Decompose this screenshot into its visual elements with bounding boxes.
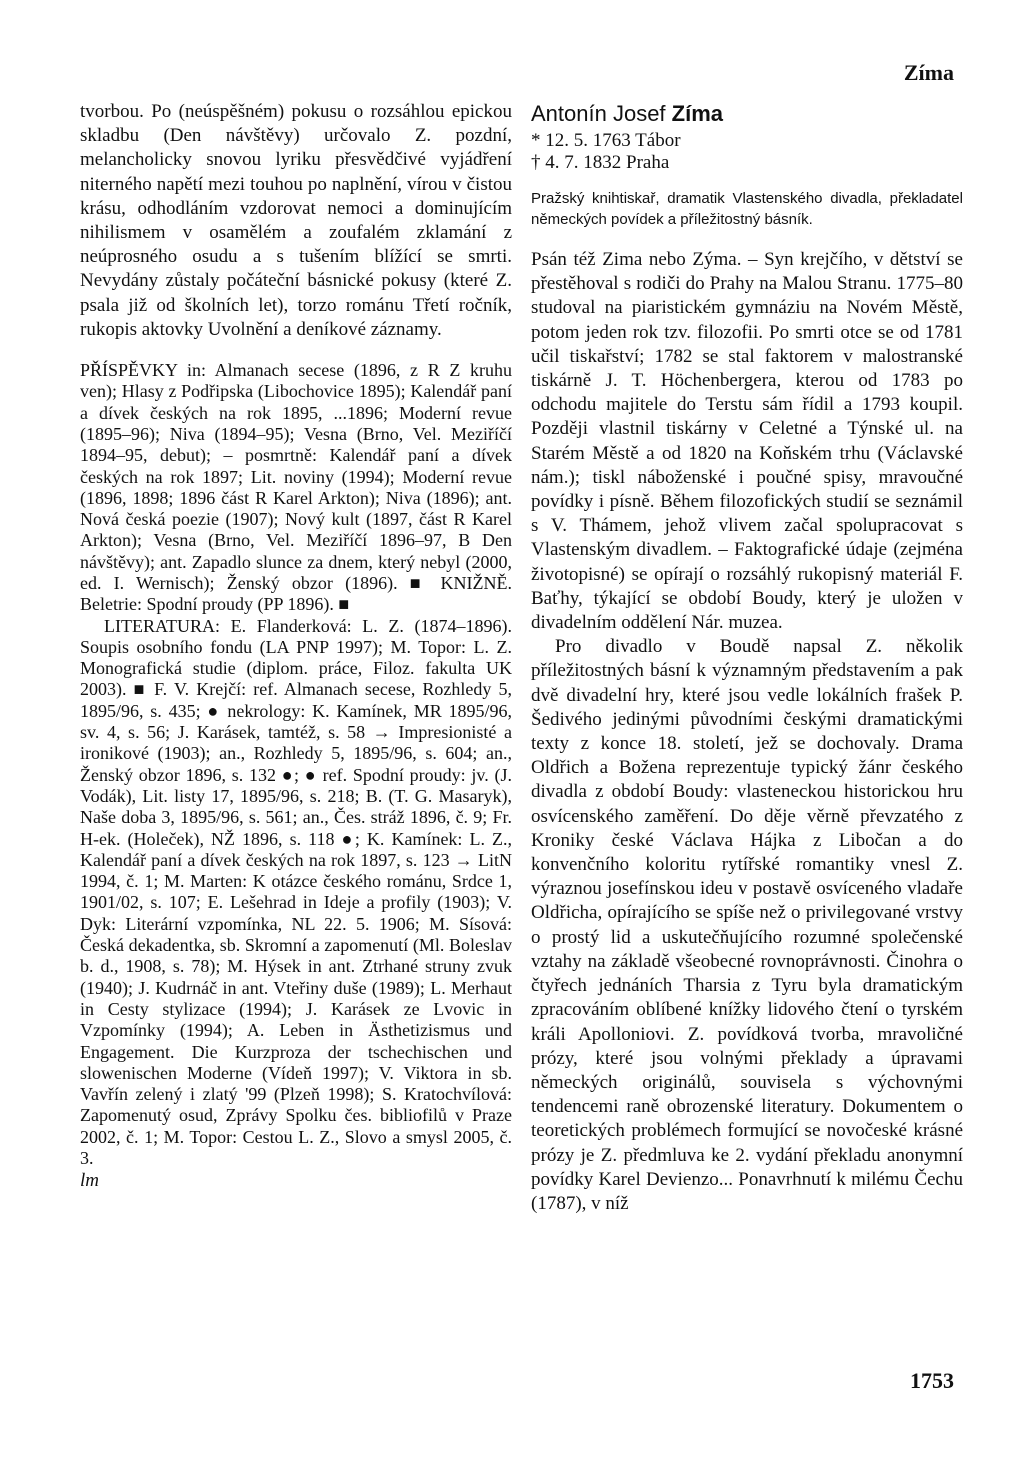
entry-description: Pražský knihtiskař, dramatik Vlastenského divadla, překladatel německých povídek a příležitostný básník. — [531, 190, 963, 228]
right-paragraph-2: Pro divadlo v Boudě napsal Z. několik příležitostných básní k významným představením a pak dvě divadelní hry, které jsou vedle lokálních frašek P. Šedivého jedinými původními českými dramatickými texty z konce 18. století, jež se dochovaly. Drama Oldřich a Božena reprezentuje typický žánr českého divadla z období Boudy: vlasteneckou historickou hru osvícenského zaměření. Do děje věrně převzatého z Kroniky české Václava Hájka z Libočan a do konvenčního koloritu rytířské romantiky vnesl Z. výraznou josefínskou ideu v postavě osvíceného vladaře Oldřicha, opírajícího se spíše než o privilegované vrstvy o prostý lid a uskutečňujícího rozumné společenské vztahy na základě všeobecné rovnoprávnosti. Činohra o čtyřech jednáních Tharsia z Tyru byla dramatickým zpracováním oblíbené knížky lidového čtení o tyrském králi Apolloniovi. Z. povídková tvorba, mravoličné prózy, které jsou volnými překlady a úpravami německých originálů, souvisela s výchovnými tendencemi raně obrozenské literatury. Dokumentem o teoretických problémech formující se novočeské krásné prózy je Z. předmluva ke 2. vydání překladu anonymní povídky Karel Devienzo... Ponavrhnutí k milému Čechu (1787), v níž — [531, 636, 963, 1214]
right-paragraph-1: Psán též Zima nebo Zýma. – Syn krejčího, v dětství se přestěhoval s rodiči do Prahy na Malou Stranu. 1775–80 studoval na piaristickém gymnáziu na Novém Městě, potom jeden rok tzv. filozofii. Po smrti otce se od 1781 učil tiskařství; 1782 se stal faktorem v malostranské tiskárně J. T. Höchenbergera, kterou od 1783 po odchodu majitele do Terstu sám řídil a 1793 koupil. Později vlastnil tiskárny v Celetné a Týnské ul. na Starém Městě a od 1820 na Koňském trhu (Václavské nám.); tiskl náboženské i poučné spisy, mravoučné povídky i písně. Během filozofických studií se seznámil s V. Thámem, jehož vlivem začal spolupracovat s Vlastenským divadlem. – Faktografické údaje (zejména životopisné) se opírají o rozsáhlý rukopisný materiál F. Baťhy, týkající se období Boudy, který je uložen v divadelním oddělení Nár. muzea. — [531, 249, 963, 634]
page-number: 1753 — [910, 1368, 954, 1393]
entry-name: Antonín Josef — [531, 101, 672, 126]
prispevky-section: PŘÍSPĚVKY in: Almanach secese (1896, z R Z kruhu ven); Hlasy z Podřipska (Libochovice 1895); Kalendář paní a dívek českých na rok 1895, ...1896; Moderní revue (1895–96); Niva (1894–95); Vesna (Brno, Vel. Meziříčí 1894–95, debut); – posmrtně: Kalendář paní a dívek českých na rok 1897; Lit. noviny (1994); Moderní revue (1896, 1898; 1896 část R Karel Arkton); Niva (1896); ant. Nová česká poezie (1907); Nový kult (1897, část R Karel Arkton); Vesna (Brno, Vel. Meziříčí 1896–97, B Den návštěvy); ant. Zapadlo slunce za dnem, který nebyl (2000, ed. I. Wernisch); Ženský obzor (1896). ■ KNIŽNĚ. Beletrie: Spodní proudy (PP 1896). ■ — [80, 360, 512, 615]
death-line: † 4. 7. 1832 Praha — [531, 152, 670, 173]
author-signature: lm — [80, 1170, 99, 1192]
entry-heading — [531, 100, 963, 128]
literatura-section: LITERATURA: E. Flanderková: L. Z. (1874–1896). Soupis osobního fondu (LA PNP 1997); M. Topor: L. Z. Monografická studie (diplom. práce, Filoz. fakulta UK 2003). ■ F. V. Krejčí: ref. Almanach secese, Rozhledy 5, 1895/96, s. 435; ● nekrology: K. Kamínek, MR 1895/96, sv. 4, s. 56; J. Karásek, tamtéž, s. 58 → Impresionisté a ironikové (1903); an., Rozhledy 5, 1895/96, s. 604; an., Ženský obzor 1896, s. 132 ●; ● ref. Spodní proudy: jv. (J. Vodák), Lit. listy 17, 1895/96, s. 218; B. (T. G. Masaryk), Naše doba 3, 1895/96, s. 561; an., Čes. stráž 1896, č. 9; Fr. H-ek. (Holeček), NŽ 1896, s. 118 ●; K. Kamínek: L. Z., Kalendář paní a dívek českých na rok 1897, s. 123 → LitN 1994, č. 1; M. Marten: K otázce českého románu, Srdce 1, 1901/02, s. 107; E. Lešehrad in Ideje a profily (1903); V. Dyk: Literární vzpomínka, NL 22. 5. 1906; M. Sísová: Česká dekadentka, sb. Skromní a zapomenutí (Ml. Boleslav b. d., 1908, s. 78); M. Hýsek in ant. Ztrhané struny zvuk (1940); J. Kudrnáč in ant. Vteřiny duše (1989); L. Merhaut in Cesty stylizace (1994); J. Karásek ze Lvovic in Vzpomínky (1994); A. Leben in Ästhetizismus und Engagement. Die Kurzproza der tschechischen und slowenischen Moderne (Vídeň 1997); V. Viktora in sb. Vavřín zelený i zlatý '99 (Plzeň 1998); S. Kratochvílová: Zapomenutý osud, Zprávy Spolku čes. bibliofilů v Praze 2002, č. 1; M. Topor: Cestou L. Z., Slovo a smysl 2005, č. 3. — [80, 615, 512, 1169]
birth-line: * 12. 5. 1763 Tábor — [531, 130, 681, 151]
entry-surname: Zíma — [671, 101, 724, 126]
running-head: Zíma — [903, 60, 954, 85]
left-column — [80, 100, 512, 1194]
left-body-text: tvorbou. Po (neúspěšném) pokusu o rozsáhlou epickou skladbu (Den návštěvy) určovalo Z. pozdní, melancholicky snovou lyriku přesvědčivé vyjádření niterného napětí mezi touhou po naplnění, vírou v čistou krásu, odhodláním vzdorovat nemoci a dominujícím nihilismem v osamělém a zoufalém zklamání z neúprosného osudu a s tušením blížící se smrti. Nevydány zůstaly počáteční básnické pokusy (které Z. psala již od školních let), torzo románu Třetí ročník, rukopis aktovky Uvolnění a deníkové záznamy. — [80, 101, 512, 340]
right-column — [531, 100, 963, 1216]
